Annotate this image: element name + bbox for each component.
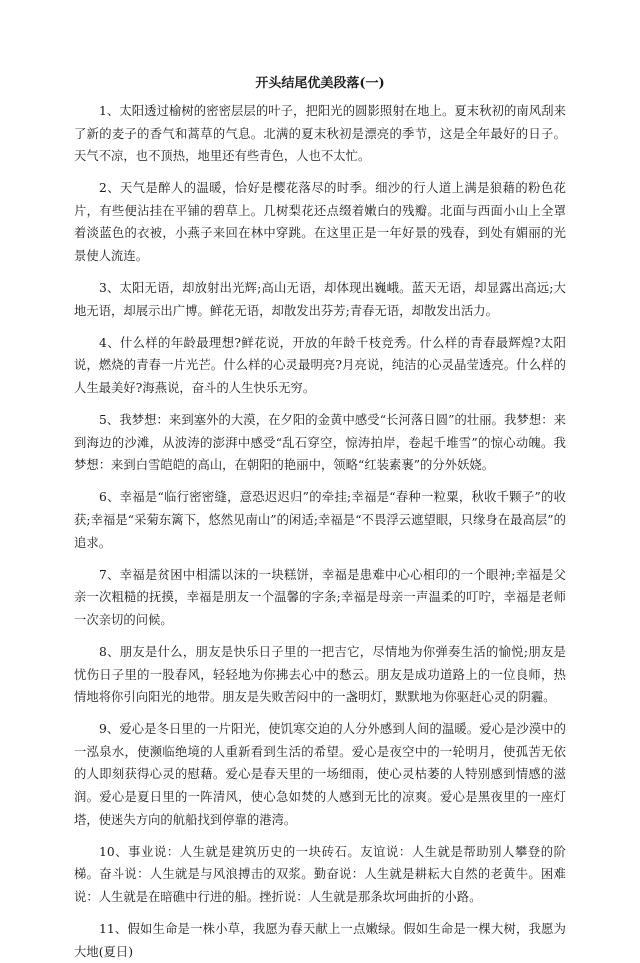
paragraph-9: 9、爱心是冬日里的一片阳光，使饥寒交迫的人分外感到人间的温暖。爱心是沙漠中的一泓泉水，使濒临绝境的人重新看到生活的希望。爱心是夜空中的一轮明月，使孤苦无依的人即刻获得心灵的慰藉。爱心是春天里的一场细雨，使心灵枯萎的人特别感到情感的滋润。爱心是夏日里的一阵清风，使心急如焚的人感到无比的凉爽。爱心是黑夜里的一座灯塔，使迷失方向的航船找到停靠的港湾。 — [74, 722, 566, 827]
document-title: 开头结尾优美段落(一) — [255, 76, 385, 91]
paragraph-6: 6、幸福是“临行密密缝，意恐迟迟归”的牵挂;幸福是“春种一粒粟，秋收千颗子”的收获;幸福是“采菊东篱下，悠然见南山”的闲适;幸福是“不畏浮云遮望眼，只缘身在最高层”的追求。 — [74, 490, 566, 550]
paragraph-1: 1、太阳透过榆树的密密层层的叶子，把阳光的圆影照射在地上。夏末秋初的南风刮来了新的麦子的香气和蒿草的气息。北满的夏末秋初是漂亮的季节，这是全年最好的日子。天气不凉，也不顶热，地里还有些青色，人也不太忙。 — [74, 104, 566, 164]
paragraph-8: 8、朋友是什么，朋友是快乐日子里的一把吉它，尽情地为你弹奏生活的愉悦;朋友是忧伤日子里的一股春风，轻轻地为你拂去心中的愁云。朋友是成功道路上的一位良师，热情地将你引向阳光的地带。朋友是失败苦闷中的一盏明灯，默默地为你驱赶心灵的阴霾。 — [74, 644, 566, 705]
paragraph-2: 2、天气是醉人的温暖，恰好是樱花落尽的时季。细沙的行人道上满是狼藉的粉色花片，有些便沾挂在平铺的碧草上。几树梨花还点缀着嫩白的残瓣。北面与西面小山上全罩着淡蓝色的衣被，小燕子来回在林中穿跳。在这里正是一年好景的残春，到处有媚丽的光景使人流连。 — [74, 181, 566, 264]
paragraph-11: 11、假如生命是一株小草，我愿为春天献上一点嫩绿。假如生命是一棵大树，我愿为大地(夏日) — [74, 922, 566, 959]
paragraph-7: 7、幸福是贫困中相濡以沫的一块糕饼，幸福是患难中心心相印的一个眼神;幸福是父亲一次粗糙的抚摸，幸福是朋友一个温馨的字条;幸福是母亲一声温柔的叮咛，幸福是老师一次亲切的问候。 — [74, 567, 566, 627]
paragraph-10: 10、事业说：人生就是建筑历史的一块砖石。友谊说：人生就是帮助别人攀登的阶梯。奋斗说：人生就是与风浪搏击的双浆。勤奋说：人生就是耕耘大自然的老黄牛。困难说：人生就是在暗礁中行进的船。挫折说：人生就是那条坎坷曲折的小路。 — [74, 844, 566, 904]
paragraph-5: 5、我梦想：来到塞外的大漠，在夕阳的金黄中感受“长河落日圆”的壮丽。我梦想：来到海边的沙滩，从波涛的澎湃中感受“乱石穿空，惊涛拍岸，卷起千堆雪”的惊心动魄。我梦想：来到白雪皑皑的高山，在朝阳的艳丽中，领略“红装素裹”的分外妖娆。 — [74, 413, 566, 473]
paragraph-3: 3、太阳无语，却放射出光辉;高山无语，却体现出巍峨。蓝天无语，却显露出高远;大地无语，却展示出广博。鲜花无语，却散发出芬芳;青春无语，却散发出活力。 — [74, 281, 566, 318]
paragraph-4: 4、什么样的年龄最理想?鲜花说，开放的年龄千枝竞秀。什么样的青春最辉煌?太阳说，燃烧的青春一片光芒。什么样的心灵最明亮?月亮说，纯洁的心灵晶莹透亮。什么样的人生最美好?海燕说，奋斗的人生快乐无穷。 — [74, 335, 566, 396]
